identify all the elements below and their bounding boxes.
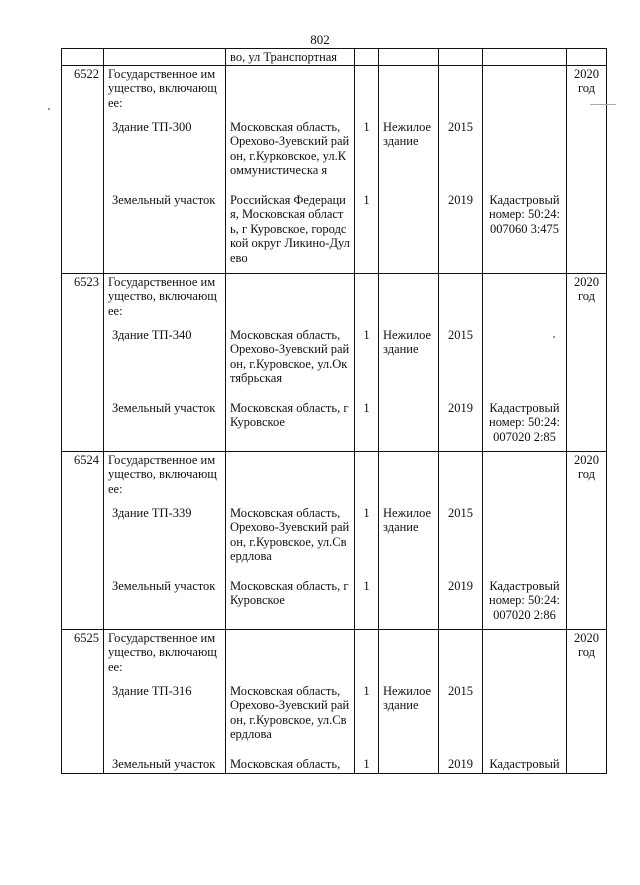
item-year: 2019 <box>439 578 483 630</box>
item-quantity: 1 <box>355 505 379 578</box>
record-year: 2020 год <box>567 273 607 327</box>
item-year: 2019 <box>439 756 483 774</box>
item-quantity: 1 <box>355 192 379 274</box>
item-name: Земельный участок <box>112 400 216 415</box>
item-name: Здание ТП-340 <box>112 327 192 342</box>
item-row <box>62 756 607 774</box>
item-note <box>483 505 567 578</box>
property-register-table <box>61 48 607 774</box>
item-type <box>379 578 439 630</box>
record-year: 2020 год <box>567 629 607 683</box>
item-address: Московская область, Орехово-Зуевский район, г.Курковское, ул.Коммунистическа я <box>226 119 355 192</box>
item-year: 2015 <box>439 683 483 756</box>
page-number: 802 <box>310 32 330 47</box>
record-title: Государственное имущество, включающее: <box>104 629 226 683</box>
item-row <box>62 578 607 630</box>
item-address: Московская область, <box>226 756 355 774</box>
item-quantity: 1 <box>355 683 379 756</box>
record-row <box>62 451 607 505</box>
item-note: Кадастровый номер: 50:24:007060 3:475 <box>483 192 567 274</box>
record-number: 6522 <box>62 65 104 119</box>
item-type: Нежилое здание <box>379 683 439 756</box>
record-year: 2020 год <box>567 451 607 505</box>
record-row <box>62 65 607 119</box>
continuation-row <box>62 49 607 66</box>
item-note: Кадастровый номер: 50:24:007020 2:85 <box>483 400 567 452</box>
item-name: Земельный участок <box>112 192 216 207</box>
item-address: Московская область, Орехово-Зуевский район, г.Куровское, ул.Свердлова <box>226 505 355 578</box>
item-type: Нежилое здание <box>379 327 439 400</box>
record-row <box>62 629 607 683</box>
item-address: Московская область, г Куровское <box>226 578 355 630</box>
item-row <box>62 192 607 274</box>
record-number: 6524 <box>62 451 104 505</box>
item-type <box>379 756 439 774</box>
record-title: Государственное имущество, включающее: <box>104 273 226 327</box>
item-row <box>62 505 607 578</box>
item-type: Нежилое здание <box>379 119 439 192</box>
item-note <box>483 119 567 192</box>
item-type <box>379 400 439 452</box>
scan-speck <box>553 336 555 338</box>
item-year: 2015 <box>439 505 483 578</box>
item-row <box>62 119 607 192</box>
item-row <box>62 683 607 756</box>
item-year: 2015 <box>439 119 483 192</box>
record-row <box>62 273 607 327</box>
item-quantity: 1 <box>355 327 379 400</box>
item-row <box>62 327 607 400</box>
item-type: Нежилое здание <box>379 505 439 578</box>
item-address: Московская область, Орехово-Зуевский район, г.Куровское, ул.Свердлова <box>226 683 355 756</box>
item-year: 2015 <box>439 327 483 400</box>
record-number: 6525 <box>62 629 104 683</box>
record-number: 6523 <box>62 273 104 327</box>
item-note <box>483 683 567 756</box>
item-quantity: 1 <box>355 400 379 452</box>
item-note: Кадастровый номер: 50:24:007020 2:86 <box>483 578 567 630</box>
record-title: Государственное имущество, включающее: <box>104 65 226 119</box>
record-year: 2020 год <box>567 65 607 119</box>
item-name: Земельный участок <box>112 756 216 771</box>
item-name: Здание ТП-300 <box>112 119 192 134</box>
item-address: Московская область, г Куровское <box>226 400 355 452</box>
item-name: Земельный участок <box>112 578 216 593</box>
continuation-address: во, ул Транспортная <box>226 49 355 66</box>
item-year: 2019 <box>439 400 483 452</box>
item-address: Российская Федерация, Московская область, г Куровское, городской округ Ликино-Дулево <box>226 192 355 274</box>
item-year: 2019 <box>439 192 483 274</box>
item-row <box>62 400 607 452</box>
item-quantity: 1 <box>355 119 379 192</box>
item-note: Кадастровый <box>483 756 567 774</box>
item-quantity: 1 <box>355 756 379 774</box>
scan-speck <box>48 108 50 110</box>
item-name: Здание ТП-316 <box>112 683 192 698</box>
record-title: Государственное имущество, включающее: <box>104 451 226 505</box>
item-type <box>379 192 439 274</box>
item-name: Здание ТП-339 <box>112 505 192 520</box>
item-quantity: 1 <box>355 578 379 630</box>
scan-speck <box>590 104 616 105</box>
item-address: Московская область, Орехово-Зуевский район, г.Куровское, ул.Октябрьская <box>226 327 355 400</box>
